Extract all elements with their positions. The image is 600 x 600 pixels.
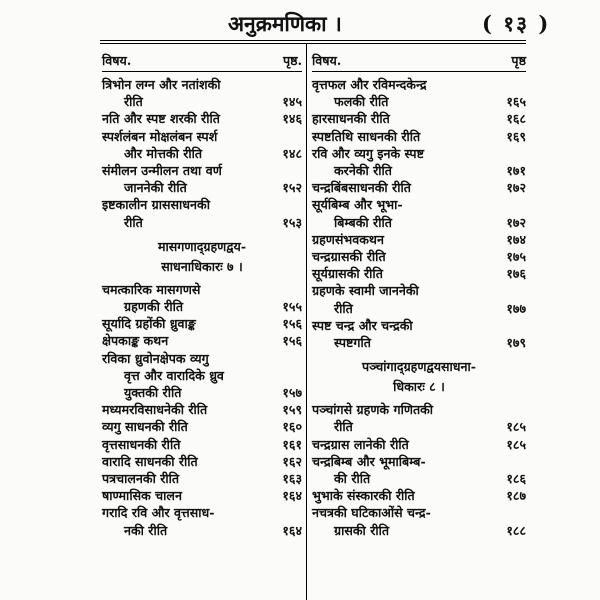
index-entry [102, 470, 302, 487]
entry-page-number: १८८ [506, 522, 526, 538]
subject-heading: विषय. [102, 53, 132, 68]
entry-text: चमत्कारिक मासगणसे [102, 281, 201, 297]
section-heading-line: पञ्चांगाद्ग्रहणद्वयसाधना- [361, 359, 477, 375]
index-entry [102, 128, 302, 162]
entry-text: वृत्तफल और रविमन्दकेन्द्र [312, 77, 427, 92]
left-section-heading [102, 237, 302, 277]
entry-text: रवि और व्यगु इनके स्पष्ट [312, 145, 424, 161]
entry-page-number: १७५ [506, 249, 526, 265]
entry-text: की रीति [334, 471, 371, 487]
entry-text: भुभाके संस्कारकी रीति [312, 488, 415, 504]
entry-text: नचत्रकी घटिकाओंसे चन्द्र- [312, 505, 431, 521]
entry-text: नकी रीति [124, 522, 168, 538]
entry-text: वृत्तसाधनकी रीति [102, 436, 181, 452]
index-entry [102, 196, 302, 230]
entry-text: सूर्यग्रासकी रीति [312, 266, 383, 282]
entry-text: जाननेकी रीति [124, 180, 187, 196]
entry-page-number: १५६ [282, 333, 302, 349]
index-entry [312, 76, 526, 110]
entry-page-number: १८७ [506, 488, 526, 504]
index-entry [312, 128, 526, 145]
right-entries-upper [312, 76, 526, 351]
right-entries-lower [312, 401, 526, 539]
section-heading-line: साधनाधिकारः ७ । [161, 258, 243, 274]
entry-text: रीति [124, 94, 143, 110]
entry-text: स्पष्ट चन्द्र और चन्द्रकी [312, 317, 413, 333]
entry-page-number: १४६ [282, 111, 302, 127]
entry-text: षाण्मासिक चालन [102, 488, 182, 504]
index-entry [312, 282, 526, 316]
entry-page-number: १७७ [506, 300, 526, 316]
entry-page-number: १७२ [506, 214, 526, 230]
entry-page-number: १५७ [282, 385, 302, 401]
entry-text: क्षेपकाङ्क कथन [102, 333, 169, 349]
right-column [312, 52, 526, 539]
entry-text: ग्रहणसंभवकथन [312, 231, 384, 247]
entry-page-number: १८६ [506, 471, 526, 487]
entry-page-number: १४५ [282, 94, 302, 110]
index-entry [102, 281, 302, 315]
entry-text: सूर्यबिम्ब और भूभा- [312, 197, 403, 213]
index-entry [102, 487, 302, 504]
entry-page-number: १५९ [282, 402, 302, 418]
index-entry [312, 110, 526, 127]
entry-text: स्पर्शलंबन मोक्षलंबन स्पर्श [102, 128, 218, 144]
left-column-header [102, 52, 302, 72]
entry-text: ग्रहणकी रीति [124, 299, 184, 315]
entry-page-number: १६५ [506, 94, 526, 110]
entry-page-number: १४८ [282, 145, 302, 161]
entry-page-number: १७९ [506, 335, 526, 351]
entry-page-number: १६४ [282, 488, 302, 504]
entry-text: रीति [334, 300, 353, 316]
page-number: ( १३ ) [482, 11, 551, 36]
index-entry [102, 110, 302, 127]
index-entry [312, 196, 526, 230]
entry-page-number: १८५ [506, 419, 526, 435]
entry-text: गरादि रवि और वृत्तसाध- [102, 505, 215, 521]
entry-text: फलकी रीति [334, 94, 389, 110]
entry-page-number: १६३ [282, 471, 302, 487]
left-entries-lower [102, 281, 302, 539]
entry-text: ग्रहणके स्वामी जाननेकी [312, 283, 419, 299]
entry-text: और मोत्तकी रीति [124, 145, 203, 161]
index-entry [312, 453, 526, 487]
entry-text: रीति [334, 419, 353, 435]
index-entry [312, 248, 526, 265]
entry-page-number: १६९ [506, 128, 526, 144]
index-entry [102, 436, 302, 453]
right-section-heading [312, 357, 526, 397]
entry-text: स्पष्टतिथि साधनकी रीति [312, 128, 421, 144]
page-heading: पृष्ठ [511, 53, 526, 68]
index-entry [312, 487, 526, 504]
header-rule-secondary [100, 43, 526, 44]
subject-heading: विषय. [312, 53, 342, 68]
entry-text: वृत्त और वारादिके ध्रुव [124, 367, 224, 383]
entry-page-number: १७२ [506, 180, 526, 196]
entry-page-number: १६१ [282, 436, 302, 452]
entry-text: संमीलन उन्मीलन तथा वर्ण [102, 163, 222, 179]
entry-text: बिम्बकी रीति [334, 214, 392, 230]
entry-text: पत्रचालनकी रीति [102, 471, 180, 487]
entry-page-number: १६४ [282, 522, 302, 538]
entry-page-number: १५३ [282, 214, 302, 230]
index-entry [312, 179, 526, 196]
entry-text: हारसाधनकी रीति [312, 111, 390, 127]
entry-text: चन्द्रबिंबसाधनकी रीति [312, 180, 411, 196]
entry-text: ग्रासकी रीति [334, 522, 390, 538]
entry-text: नति और स्पष्ट शरकी रीति [102, 111, 220, 127]
entry-text: मध्यमरविसाधनेकी रीति [102, 402, 208, 418]
entry-text: रीति [124, 214, 143, 230]
entry-text: वारादि साधनकी रीति [102, 453, 198, 469]
column-divider [306, 44, 307, 600]
entry-page-number: १६८ [506, 111, 526, 127]
index-entry [312, 317, 526, 351]
index-entry [312, 265, 526, 282]
entry-text: पञ्चांगसे ग्रहणके गणितकी [312, 402, 434, 418]
entry-page-number: १८५ [506, 436, 526, 452]
index-entry [102, 162, 302, 196]
index-entry [102, 332, 302, 349]
index-entry [312, 504, 526, 538]
entry-page-number: १७६ [506, 266, 526, 282]
section-heading-line: धिकारः ८ । [393, 379, 445, 395]
entry-text: स्पष्टगति [334, 335, 371, 351]
entry-page-number: १६२ [282, 453, 302, 469]
entry-text: चन्द्रग्रास लानेकी रीति [312, 436, 409, 452]
entry-text: त्रिभोन लग्न और नतांशकी [102, 77, 221, 92]
index-entry [312, 436, 526, 453]
index-entry [102, 504, 302, 538]
entry-text: इष्टकालीन ग्राससाधनकी [102, 197, 210, 213]
entry-text: सूर्यादि ग्रहोंकी ध्रुवाङ्क [102, 316, 196, 332]
right-column-header [312, 52, 526, 72]
entry-text: रविका ध्रुवोनक्षेपक व्यगु [102, 350, 209, 366]
index-entry [312, 231, 526, 248]
index-entry [102, 350, 302, 402]
entry-page-number: १७४ [506, 231, 526, 247]
entry-page-number: १५५ [282, 299, 302, 315]
index-entry [102, 315, 302, 332]
entry-text: चन्द्रग्रासकी रीति [312, 249, 386, 265]
entry-page-number: १७१ [506, 163, 526, 179]
page-header [0, 6, 600, 40]
index-entry [102, 76, 302, 110]
index-entry [312, 145, 526, 179]
entry-text: करनेकी रीति [334, 163, 392, 179]
entry-text: चन्द्रबिम्ब और भूमाबिम्ब- [312, 453, 426, 469]
index-entry [102, 418, 302, 435]
entry-text: युक्तकी रीति [124, 385, 182, 401]
left-column [102, 52, 302, 539]
page-title: अनुक्रमणिका । [228, 11, 342, 36]
section-heading-line: मासगणाद्ग्रहणद्वय- [157, 238, 247, 254]
left-entries-upper [102, 76, 302, 231]
entry-text: व्यगु साधनकी रीति [102, 419, 188, 435]
index-entry [312, 401, 526, 435]
index-entry [102, 453, 302, 470]
entry-page-number: १५२ [282, 180, 302, 196]
entry-page-number: १६० [282, 419, 302, 435]
entry-page-number: १५६ [282, 316, 302, 332]
header-rule [100, 40, 526, 41]
index-entry [102, 401, 302, 418]
page-heading: पृष्ठ. [283, 53, 302, 68]
